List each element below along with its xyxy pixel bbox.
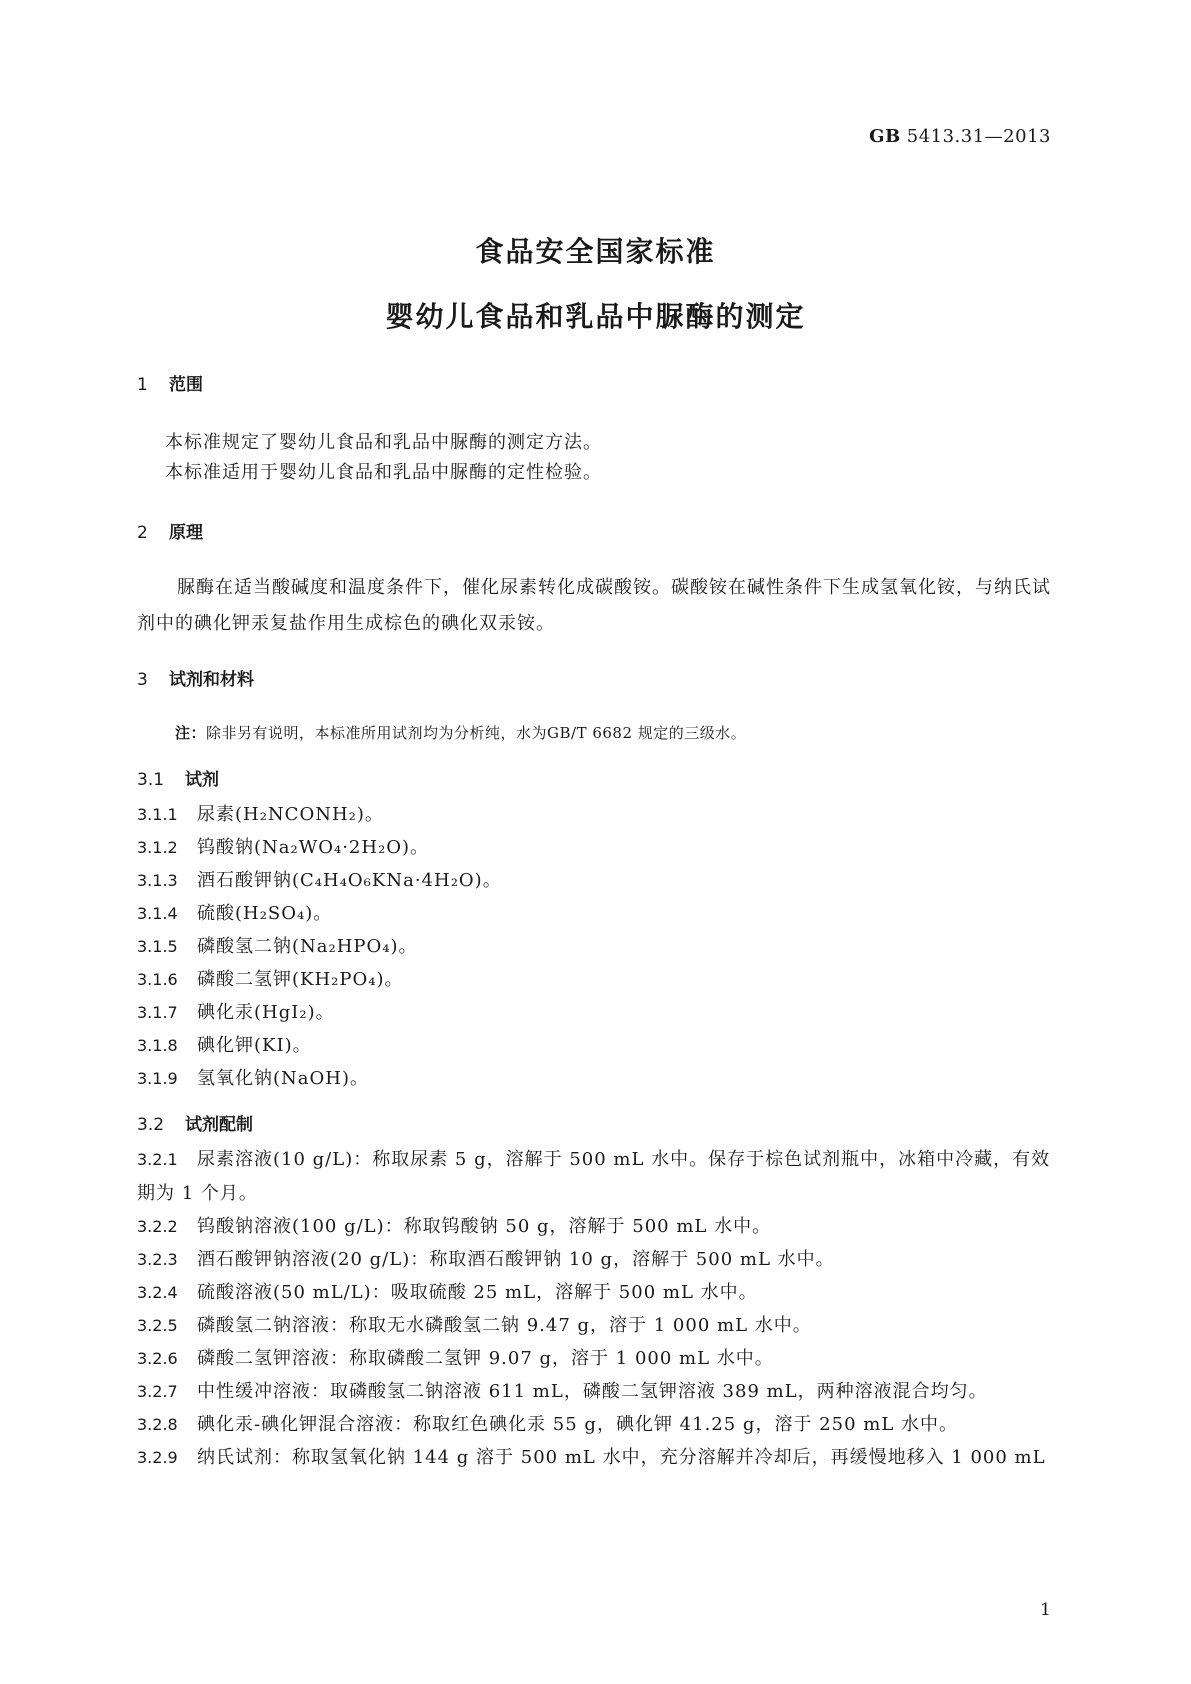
- subsection-number: 3.2: [137, 1115, 165, 1135]
- section-1-paragraph-1: 本标准规定了婴幼儿食品和乳品中脲酶的测定方法。: [165, 432, 602, 453]
- item-text: 纳氏试剂：称取氢氧化钠 144 g 溶于 500 mL 水中，充分溶解并冷却后，再缓慢地移入 1 000 mL: [197, 1447, 1046, 1468]
- page-number: 1: [1040, 1600, 1051, 1620]
- list-item: [137, 1342, 1057, 1376]
- item-text: 中性缓冲溶液：取磷酸氢二钠溶液 611 mL，磷酸二氢钾溶液 389 mL，两种溶液混合均匀。: [197, 1381, 988, 1402]
- section-number: 2: [137, 523, 148, 543]
- item-code: 3.2.5: [137, 1316, 178, 1335]
- list-item: [137, 1408, 1057, 1442]
- list-item: [137, 1062, 1057, 1096]
- item-text: 尿素溶液(10 g/L)：称取尿素 5 g，溶解于 500 mL 水中。保存于棕色试剂瓶中，冰箱中冷藏，有效期为 1 个月。: [137, 1149, 1051, 1204]
- subsection-3-2-heading: [137, 1110, 253, 1135]
- standard-prefix: GB: [869, 126, 901, 147]
- list-item: [137, 864, 1057, 898]
- subsection-title: 试剂: [185, 770, 219, 790]
- item-text: 尿素(H₂NCONH₂)。: [197, 804, 384, 825]
- item-code: 3.2.3: [137, 1250, 178, 1269]
- standard-code: [869, 126, 1051, 147]
- item-text: 磷酸二氢钾(KH₂PO₄)。: [197, 969, 404, 990]
- item-code: 3.1.8: [137, 1036, 178, 1055]
- document-title-line2: 婴幼儿食品和乳品中脲酶的测定: [385, 300, 806, 333]
- list-item: [137, 897, 1057, 931]
- section-1-paragraph-2: 本标准适用于婴幼儿食品和乳品中脲酶的定性检验。: [165, 462, 602, 483]
- item-text: 硫酸(H₂SO₄)。: [197, 903, 333, 924]
- subsection-3-1-heading: [137, 765, 219, 790]
- item-text: 钨酸钠(Na₂WO₄·2H₂O)。: [197, 837, 430, 858]
- section-2-heading: [137, 518, 203, 543]
- list-item: [137, 963, 1057, 997]
- item-code: 3.1.3: [137, 871, 178, 890]
- item-text: 磷酸氢二钠溶液：称取无水磷酸氢二钠 9.47 g，溶于 1 000 mL 水中。: [197, 1315, 812, 1336]
- item-code: 3.1.4: [137, 904, 178, 923]
- section-1-heading: [137, 370, 203, 395]
- item-code: 3.2.7: [137, 1382, 178, 1401]
- list-item: [137, 1029, 1057, 1063]
- section-2-paragraph: 脲酶在适当酸碱度和温度条件下，催化尿素转化成碳酸铵。碳酸铵在碱性条件下生成氢氧化铵，与纳氏试剂中的碘化钾汞复盐作用生成棕色的碘化双汞铵。: [137, 577, 1051, 634]
- item-code: 3.2.1: [137, 1150, 178, 1169]
- subsection-number: 3.1: [137, 770, 165, 790]
- item-code: 3.1.9: [137, 1069, 178, 1088]
- item-code: 3.1.1: [137, 805, 178, 824]
- item-code: 3.1.5: [137, 937, 178, 956]
- section-title: 试剂和材料: [169, 670, 254, 690]
- section-title: 原理: [169, 523, 203, 543]
- item-code: 3.1.2: [137, 838, 178, 857]
- list-item: [137, 1441, 1057, 1475]
- list-item: [137, 1309, 1057, 1343]
- item-text: 碘化钾(KI)。: [197, 1035, 312, 1056]
- subsection-title: 试剂配制: [185, 1115, 253, 1135]
- list-item: [137, 1210, 1057, 1244]
- item-code: 3.2.6: [137, 1349, 178, 1368]
- list-item: [137, 1243, 1057, 1277]
- list-item: [137, 1143, 1057, 1211]
- note-label: 注：: [175, 724, 207, 742]
- section-title: 范围: [169, 375, 203, 395]
- item-code: 3.2.4: [137, 1283, 178, 1302]
- list-item: [137, 930, 1057, 964]
- item-text: 硫酸溶液(50 mL/L)：吸取硫酸 25 mL，溶解于 500 mL 水中。: [197, 1282, 758, 1303]
- list-item: [137, 831, 1057, 865]
- section-number: 1: [137, 375, 148, 395]
- item-code: 3.2.9: [137, 1448, 178, 1467]
- item-code: 3.1.6: [137, 970, 178, 989]
- document-title-line1: 食品安全国家标准: [475, 235, 716, 268]
- list-item: [137, 996, 1057, 1030]
- list-item: [137, 1276, 1057, 1310]
- item-text: 酒石酸钾钠溶液(20 g/L)：称取酒石酸钾钠 10 g，溶解于 500 mL 水中。: [197, 1249, 835, 1270]
- item-text: 氢氧化钠(NaOH)。: [197, 1068, 369, 1089]
- list-item: [137, 798, 1057, 832]
- item-text: 碘化汞(HgI₂)。: [197, 1002, 335, 1023]
- list-item: [137, 1375, 1057, 1409]
- standard-number: 5413.31—2013: [906, 126, 1051, 147]
- item-code: 3.2.8: [137, 1415, 178, 1434]
- item-text: 钨酸钠溶液(100 g/L)：称取钨酸钠 50 g，溶解于 500 mL 水中。: [197, 1216, 772, 1237]
- item-code: 3.2.2: [137, 1217, 178, 1236]
- item-text: 磷酸二氢钾溶液：称取磷酸二氢钾 9.07 g，溶于 1 000 mL 水中。: [197, 1348, 774, 1369]
- item-text: 磷酸氢二钠(Na₂HPO₄)。: [197, 936, 418, 957]
- item-text: 酒石酸钾钠(C₄H₄O₆KNa·4H₂O)。: [197, 870, 502, 891]
- section-3-note: [175, 722, 746, 743]
- note-text: 除非另有说明，本标准所用试剂均为分析纯，水为GB/T 6682 规定的三级水。: [206, 724, 747, 742]
- item-code: 3.1.7: [137, 1003, 178, 1022]
- section-3-heading: [137, 665, 254, 690]
- item-text: 碘化汞-碘化钾混合溶液：称取红色碘化汞 55 g，碘化钾 41.25 g，溶于 250 mL 水中。: [197, 1414, 958, 1435]
- section-number: 3: [137, 670, 148, 690]
